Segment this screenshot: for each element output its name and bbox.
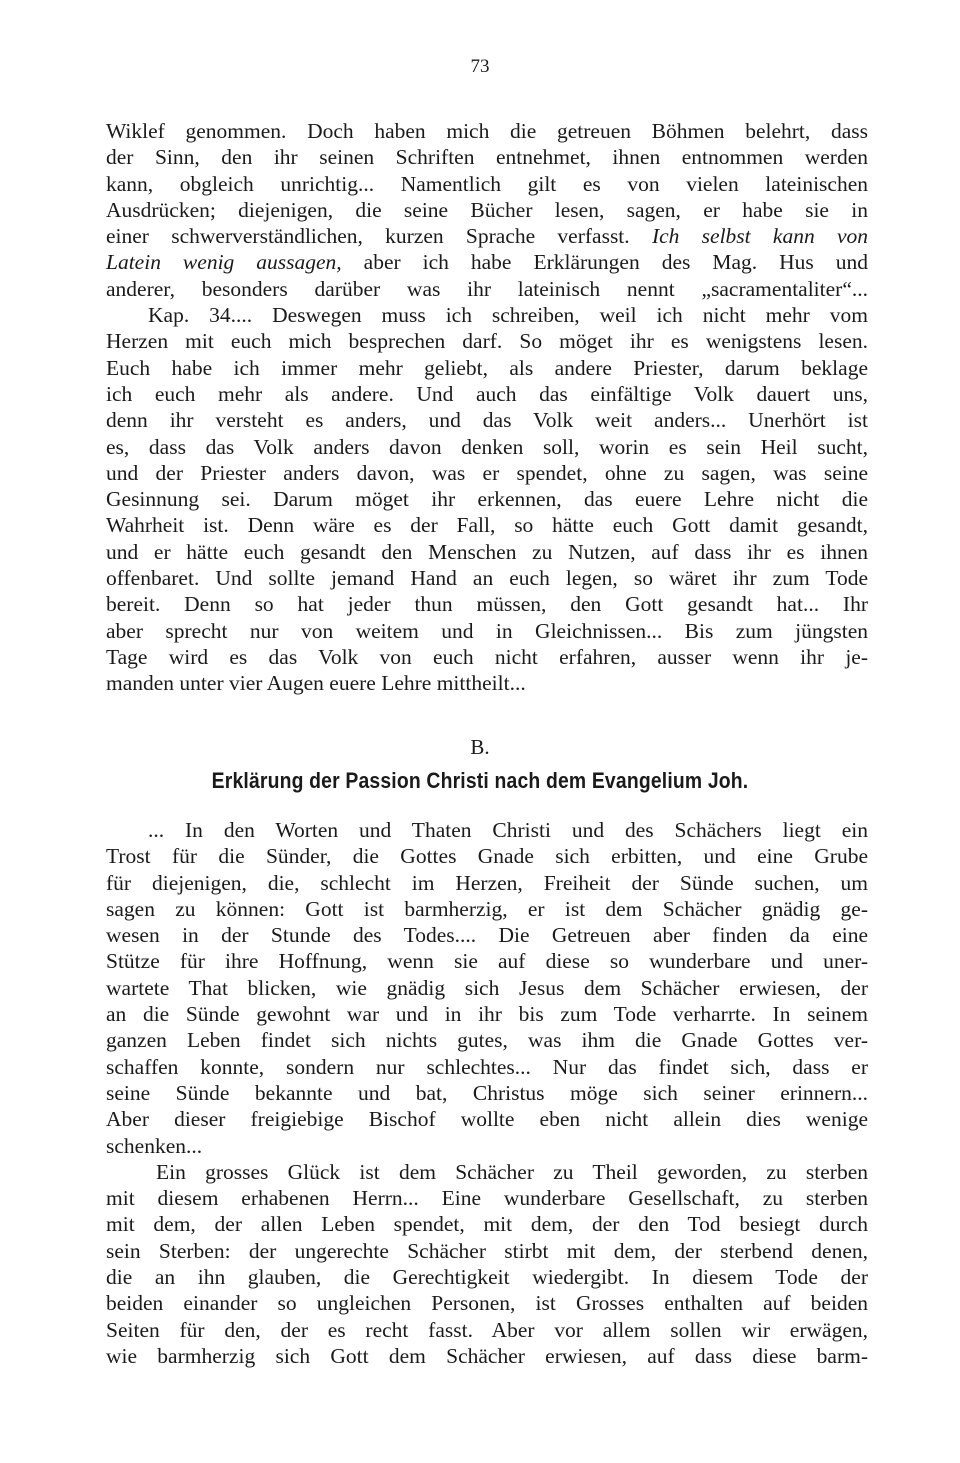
line-text: der Sinn, den ihr seinen Schriften entnehmet, ihnen entnommen werden bbox=[106, 145, 868, 170]
line-text: für diejenigen, die, schlecht im Herzen, Freiheit der Sünde suchen, um bbox=[106, 870, 868, 895]
line-text: ganzen Leben findet sich nichts gutes, was ihm die Gnade Gottes ver- bbox=[106, 1028, 868, 1053]
text-line bbox=[106, 922, 868, 948]
section-title: Erklärung der Passion Christi nach dem Evangelium Joh. bbox=[211, 768, 749, 793]
text-line bbox=[106, 1159, 868, 1185]
text-line bbox=[106, 565, 868, 591]
line-text: schaffen konnte, sondern nur schlechtes... Nur das findet sich, dass er bbox=[106, 1054, 868, 1079]
line-text: beiden einander so ungleichen Personen, ist Grosses enthalten auf beiden bbox=[106, 1291, 868, 1316]
line-text: sein Sterben: der ungerechte Schächer stirbt mit dem, der sterbend denen, bbox=[106, 1238, 868, 1263]
line-text: Seiten für den, der es recht fasst. Aber vor allem sollen wir erwägen, bbox=[106, 1317, 868, 1342]
line-text: aber ich habe Erklärungen des Mag. Hus und bbox=[341, 250, 868, 275]
line-text: Ein grosses Glück ist dem Schächer zu Theil geworden, zu sterben bbox=[156, 1159, 868, 1184]
text-line bbox=[106, 1106, 868, 1132]
line-text: Tage wird es das Volk von euch nicht erfahren, ausser wenn ihr je- bbox=[106, 644, 868, 669]
italic-text: Latein wenig aussagen, bbox=[106, 250, 342, 275]
text-line bbox=[106, 670, 868, 696]
line-text: Trost für die Sünder, die Gottes Gnade sich erbitten, und eine Grube bbox=[106, 844, 868, 869]
line-text: ... In den Worten und Thaten Christi und des Schächers liegt ein bbox=[148, 818, 868, 842]
text-block-letter bbox=[106, 118, 868, 697]
line-text: ich euch mehr als andere. Und auch das einfältige Volk dauert uns, bbox=[106, 381, 868, 406]
text-line bbox=[106, 1238, 868, 1264]
text-line bbox=[106, 1211, 868, 1237]
line-text: wie barmherzig sich Gott dem Schächer erwiesen, auf dass diese barm- bbox=[106, 1343, 868, 1368]
line-text: Stütze für ihre Hoffnung, wenn sie auf diese so wunderbare und uner- bbox=[106, 949, 868, 974]
text-line bbox=[106, 948, 868, 974]
text-line bbox=[106, 144, 868, 170]
text-line bbox=[106, 434, 868, 460]
text-line bbox=[106, 644, 868, 670]
line-text: Herzen mit euch mich besprechen darf. So möget ihr es wenigstens lesen. bbox=[106, 329, 868, 354]
text-line bbox=[106, 1080, 868, 1106]
text-line bbox=[106, 486, 868, 512]
text-line bbox=[106, 328, 868, 354]
text-line bbox=[106, 249, 868, 275]
line-text: schenken... bbox=[106, 1133, 203, 1158]
line-text: einer schwerverständlichen, kurzen Sprache verfasst. bbox=[106, 224, 652, 249]
line-text: kann, obgleich unrichtig... Namentlich gilt es von vielen lateinischen bbox=[106, 171, 868, 196]
text-line bbox=[106, 512, 868, 538]
text-line bbox=[106, 870, 868, 896]
text-line bbox=[106, 843, 868, 869]
line-text: Ausdrücken; diejenigen, die seine Bücher lesen, sagen, er habe sie in bbox=[106, 197, 868, 222]
line-text: wartete That blicken, wie gnädig sich Jesus dem Schächer erwiesen, der bbox=[106, 975, 868, 1000]
text-line bbox=[106, 1185, 868, 1211]
text-line bbox=[106, 1133, 868, 1159]
text-line bbox=[106, 118, 868, 144]
line-text: manden unter vier Augen euere Lehre mittheilt... bbox=[106, 671, 526, 696]
text-line bbox=[106, 591, 868, 617]
line-text: und der Priester anders davon, was er spendet, ohne zu sagen, was seine bbox=[106, 460, 868, 485]
line-text: sagen zu können: Gott ist barmherzig, er ist dem Schächer gnädig ge- bbox=[106, 896, 868, 921]
text-line bbox=[106, 1027, 868, 1053]
text-line bbox=[106, 539, 868, 565]
text-line bbox=[106, 460, 868, 486]
text-line bbox=[106, 302, 868, 328]
text-line bbox=[106, 896, 868, 922]
line-text: Euch habe ich immer mehr geliebt, als andere Priester, darum beklage bbox=[106, 355, 868, 380]
line-text: Aber dieser freigiebige Bischof wollte eben nicht allein dies wenige bbox=[106, 1107, 868, 1132]
line-text: und er hätte euch gesandt den Menschen zu Nutzen, auf dass ihr es ihnen bbox=[106, 539, 868, 564]
text-line bbox=[106, 1264, 868, 1290]
text-line bbox=[106, 171, 868, 197]
line-text: an die Sünde gewohnt war und in ihr bis zum Tode verharrte. In seinem bbox=[106, 1002, 868, 1027]
line-text: bereit. Denn so hat jeder thun müssen, den Gott gesandt hat... Ihr bbox=[106, 592, 868, 617]
text-block-passion bbox=[106, 817, 868, 1369]
line-text: aber sprecht nur von weitem und in Gleichnissen... Bis zum jüngsten bbox=[106, 618, 868, 643]
line-text: mit diesem erhabenen Herrn... Eine wunderbare Gesellschaft, zu sterben bbox=[106, 1186, 868, 1211]
line-text: denn ihr versteht es anders, und das Volk weit anders... Unerhört ist bbox=[106, 408, 868, 433]
line-text: seine Sünde bekannte und bat, Christus möge sich seiner erinnern... bbox=[106, 1080, 868, 1105]
text-line bbox=[106, 1001, 868, 1027]
text-line bbox=[106, 1317, 868, 1343]
text-line bbox=[106, 407, 868, 433]
text-line bbox=[106, 197, 868, 223]
text-line bbox=[106, 1290, 868, 1316]
text-line bbox=[106, 1343, 868, 1369]
line-text: Wahrheit ist. Denn wäre es der Fall, so hätte euch Gott damit gesandt, bbox=[106, 513, 868, 538]
text-line bbox=[106, 381, 868, 407]
line-text: Kap. 34.... Deswegen muss ich schreiben, weil ich nicht mehr vom bbox=[148, 303, 868, 328]
text-line bbox=[106, 618, 868, 644]
line-text: die an ihn glauben, die Gerechtigkeit wiedergibt. In diesem Tode der bbox=[106, 1265, 868, 1290]
line-text: wesen in der Stunde des Todes.... Die Getreuen aber finden da eine bbox=[106, 923, 868, 948]
section-letter: B. bbox=[470, 735, 490, 759]
text-line bbox=[106, 817, 868, 843]
text-line bbox=[106, 276, 868, 302]
line-text: Gesinnung sei. Darum möget ihr erkennen, das euere Lehre nicht die bbox=[106, 487, 868, 512]
text-line bbox=[106, 975, 868, 1001]
text-line bbox=[106, 355, 868, 381]
line-text: Wiklef genommen. Doch haben mich die getreuen Böhmen belehrt, dass bbox=[106, 119, 868, 143]
line-text: anderer, besonders darüber was ihr lateinisch nennt „sacramentaliter“... bbox=[106, 276, 868, 301]
line-text: offenbaret. Und sollte jemand Hand an euch legen, so wäret ihr zum Tode bbox=[106, 566, 868, 591]
line-text: es, dass das Volk anders davon denken soll, worin es sein Heil sucht, bbox=[106, 434, 868, 459]
italic-text: Ich selbst kann von bbox=[651, 224, 869, 249]
line-text: mit dem, der allen Leben spendet, mit dem, der den Tod besiegt durch bbox=[106, 1212, 868, 1237]
page-number: 73 bbox=[470, 56, 490, 77]
text-line bbox=[106, 1054, 868, 1080]
text-line bbox=[106, 223, 868, 249]
